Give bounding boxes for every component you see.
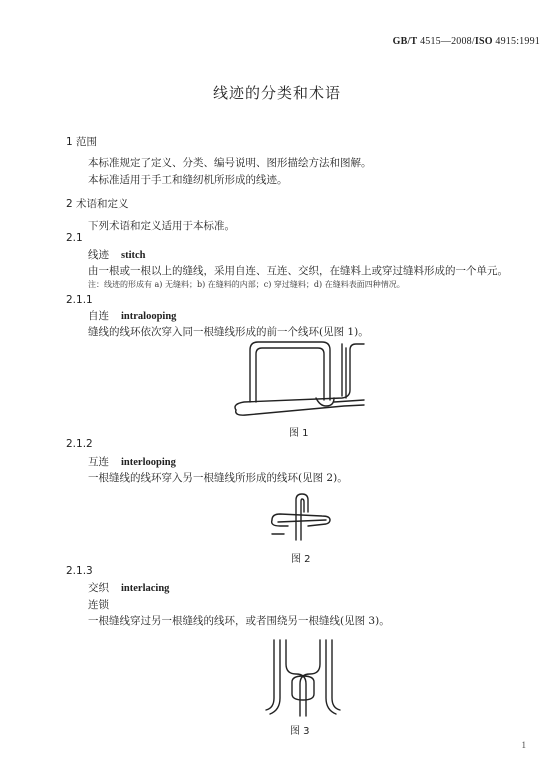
section-1-heading: 1 范围 (66, 136, 98, 148)
clause-2-1-3-number: 2.1.3 (66, 565, 93, 577)
std-gb: GB/T (392, 36, 418, 47)
clause-2-1-1-number: 2.1.1 (66, 294, 93, 306)
term-en: intralooping (121, 311, 177, 322)
term-zh: 交织 (88, 582, 109, 594)
clause-2-1-2-term (88, 454, 176, 469)
std-num: 4515—2008/ (420, 36, 475, 47)
section-1-para-2: 本标准适用于手工和缝纫机所形成的线迹。 (88, 174, 288, 186)
term-en: interlacing (121, 583, 170, 594)
clause-2-1-definition: 由一根或一根以上的缝线，采用自连、互连、交织，在缝料上或穿过缝料形成的一个单元。 (88, 265, 508, 277)
document-title: 线迹的分类和术语 (212, 84, 341, 102)
figure-1-caption: 图 1 (289, 428, 309, 439)
figure-3-caption: 图 3 (290, 726, 310, 737)
clause-2-1-1-term (88, 308, 176, 323)
clause-2-1-3-definition: 一根缝线穿过另一根缝线的线环，或者围绕另一根缝线(见图 3)。 (88, 615, 390, 627)
clause-2-1-2-number: 2.1.2 (66, 438, 93, 450)
section-1-para-1: 本标准规定了定义、分类、编号说明、图形描绘方法和图解。 (88, 157, 372, 169)
term-en: stitch (121, 250, 146, 261)
std-iso-num: 4915:1991 (495, 36, 540, 47)
clause-2-1-2-definition: 一根缝线的线环穿入另一根缝线所形成的线环(见图 2)。 (88, 472, 348, 484)
section-2-intro: 下列术语和定义适用于本标准。 (88, 220, 235, 232)
term-zh: 线迹 (88, 249, 109, 261)
figure-1-intralooping-diagram (230, 336, 370, 422)
clause-2-1-number: 2.1 (66, 232, 83, 244)
term-zh: 互连 (88, 456, 109, 468)
figure-2-caption: 图 2 (291, 554, 311, 565)
clause-2-1-term (88, 247, 146, 262)
page-number: 1 (521, 740, 526, 750)
standard-number (393, 36, 540, 47)
clause-2-1-1-definition: 缝线的线环依次穿入同一根缝线形成的前一个线环(见图 1)。 (88, 326, 369, 338)
figure-3-interlacing-diagram (262, 636, 344, 720)
section-2-heading: 2 术语和定义 (66, 198, 129, 210)
clause-2-1-note: 注：线迹的形成有 a) 无缝料；b) 在缝料的内部；c) 穿过缝料；d) 在缝料表面四种情况。 (88, 280, 405, 289)
clause-2-1-3-term (88, 580, 169, 595)
figure-2-interlooping-diagram (268, 490, 334, 550)
clause-2-1-3-synonym: 连锁 (88, 599, 109, 611)
term-en: interlooping (121, 457, 176, 468)
std-iso: ISO (474, 36, 493, 47)
term-zh: 自连 (88, 310, 109, 322)
